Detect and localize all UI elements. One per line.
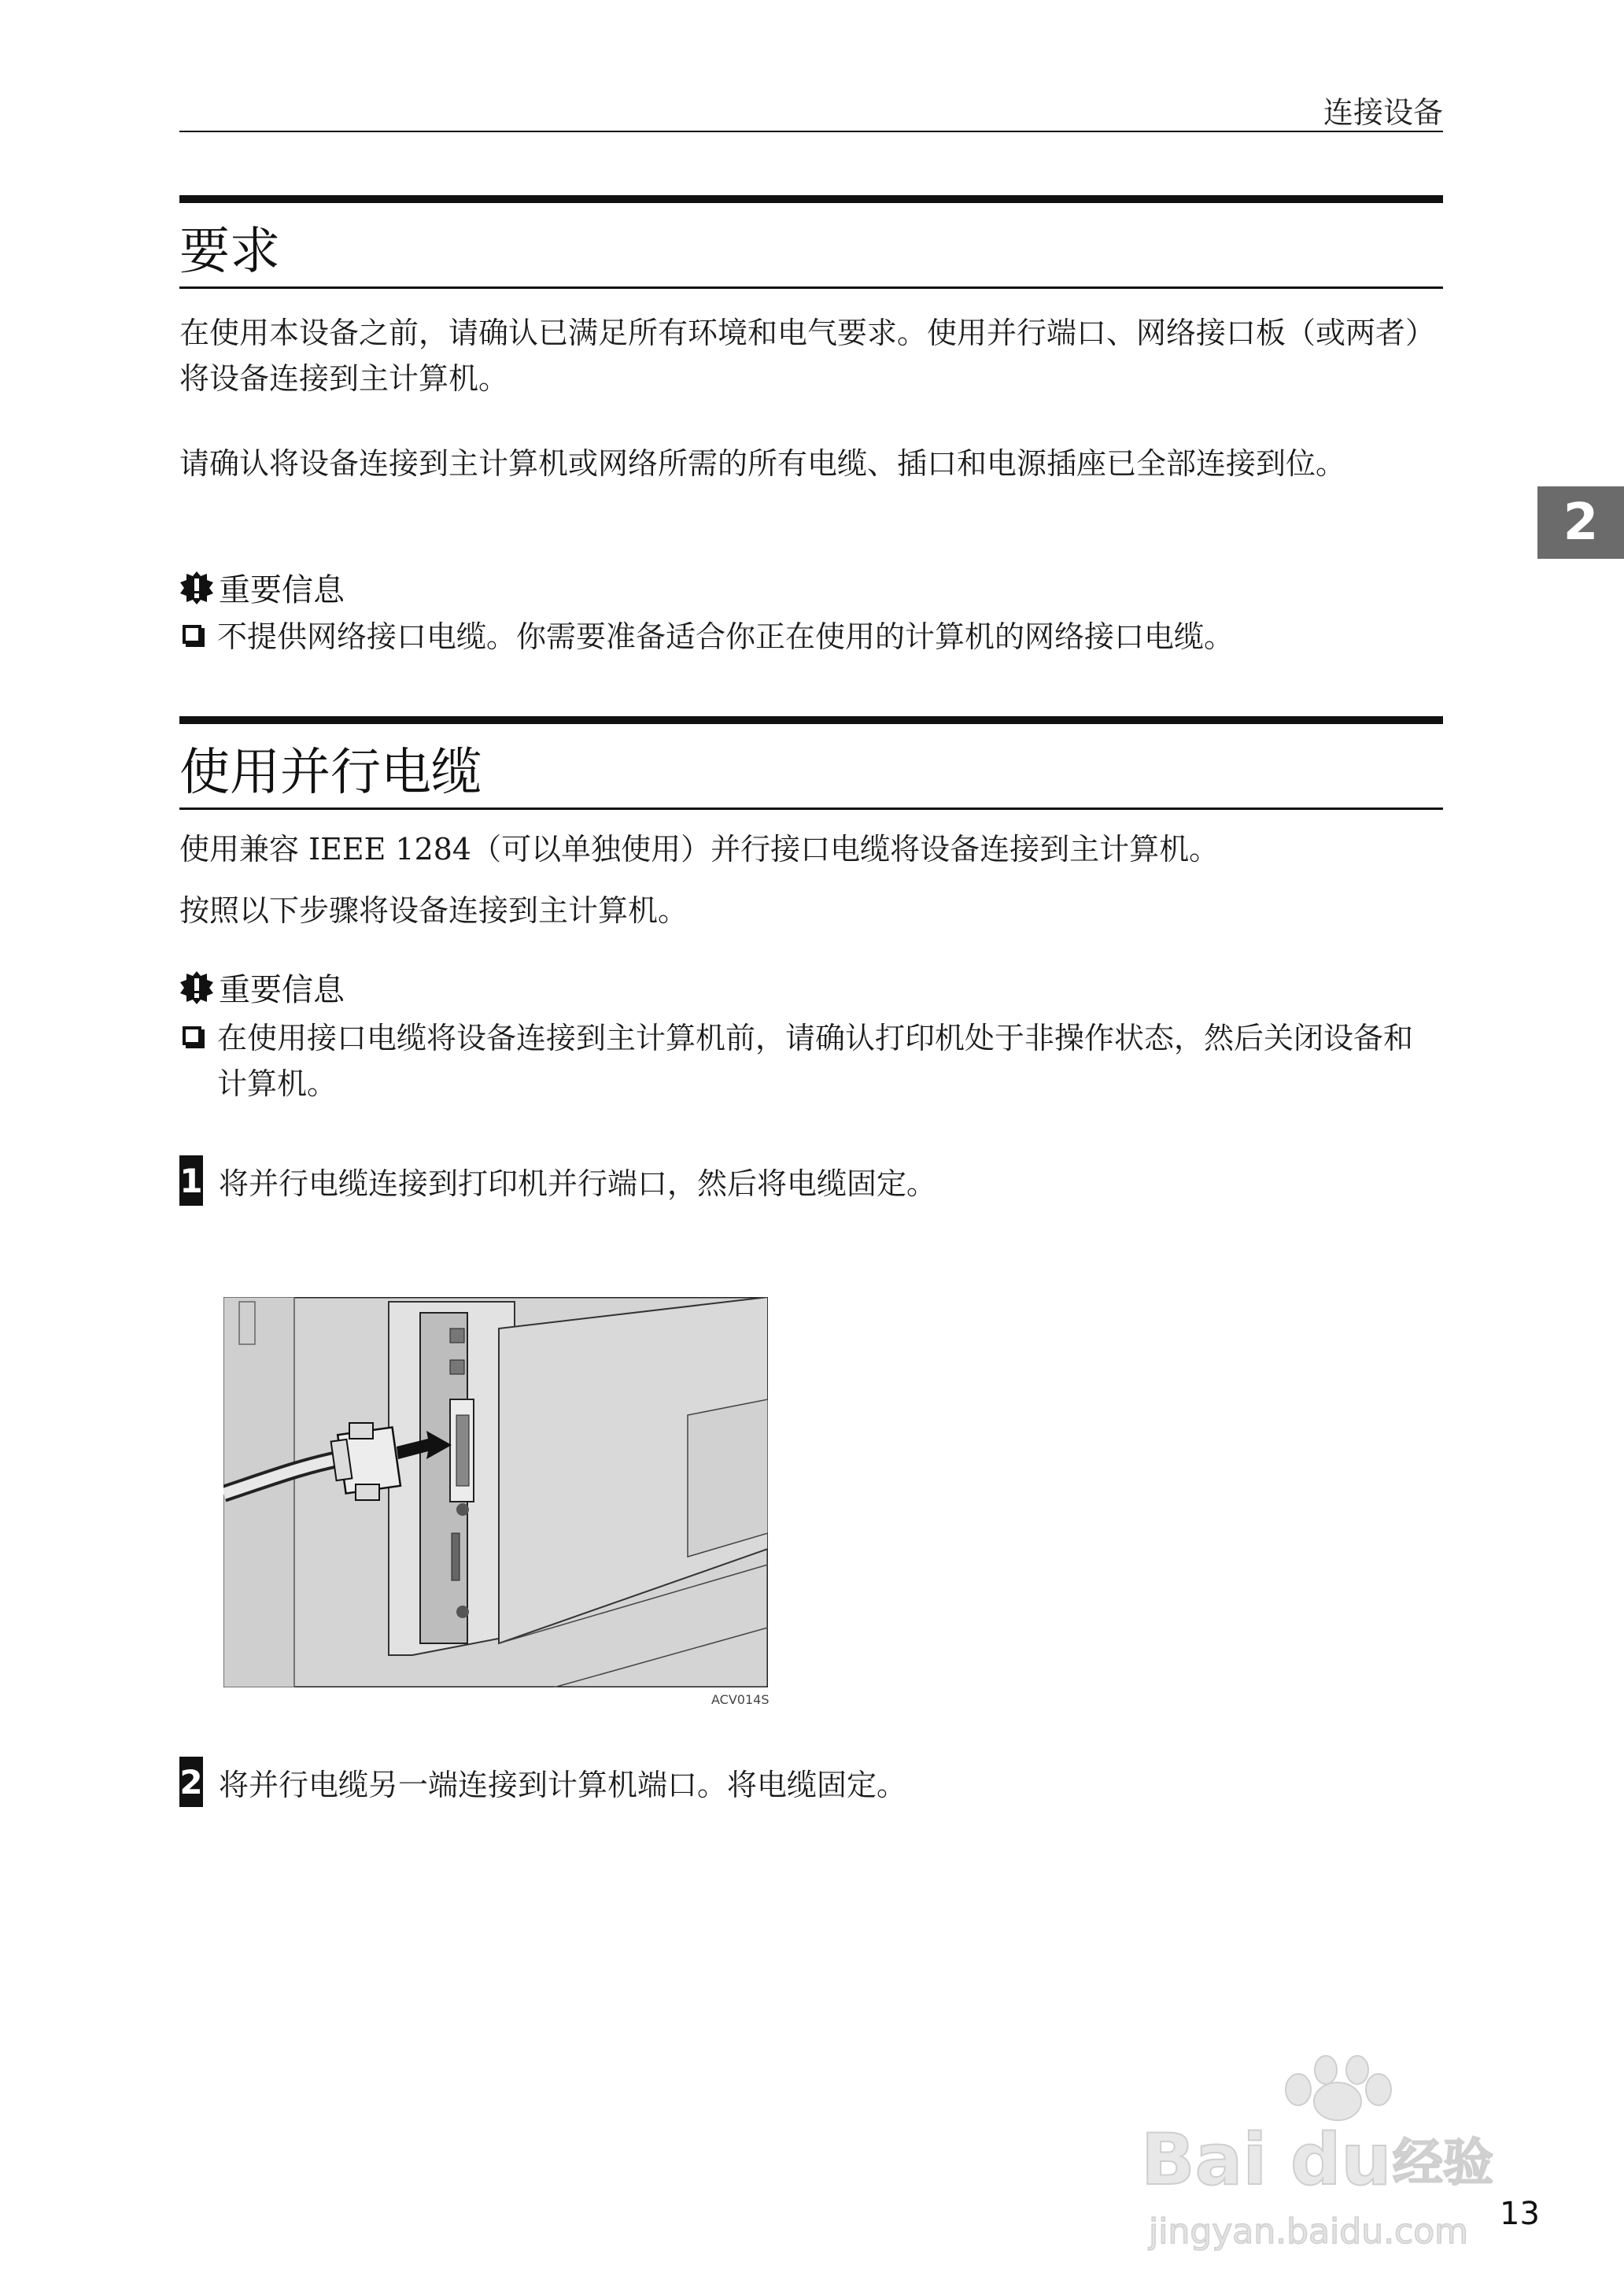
- important-icon: [179, 970, 214, 1005]
- important-label-text: 重要信息: [219, 572, 345, 608]
- running-header: 连接设备: [1323, 95, 1443, 130]
- figure-code: ACV014S: [711, 1692, 770, 1707]
- paragraph: 在使用本设备之前，请确认已满足所有环境和电气要求。使用并行端口、网络接口板（或两者）将设备连接到主计算机。: [179, 316, 1436, 396]
- step-1: [179, 1155, 936, 1206]
- step-number: 2: [179, 1757, 203, 1807]
- paragraph: 按照以下步骤将设备连接到主计算机。: [179, 893, 688, 928]
- section-heading-parallel-cable: 使用并行电缆: [179, 744, 482, 802]
- paragraph: 请确认将设备连接到主计算机或网络所需的所有电缆、插口和电源插座已全部连接到位。: [179, 446, 1346, 481]
- important-item-text: 不提供网络接口电缆。你需要准备适合你正在使用的计算机的网络接口电缆。: [217, 619, 1235, 654]
- header-rule: [179, 131, 1443, 132]
- chapter-tab: 2: [1537, 486, 1624, 559]
- important-icon: [179, 571, 214, 605]
- section-heading-requirements: 要求: [179, 223, 280, 281]
- step-number: 1: [179, 1155, 203, 1206]
- svg-text:经验: 经验: [1393, 2134, 1493, 2193]
- step-2: [179, 1757, 906, 1807]
- svg-text:jingyan.baidu.com: jingyan.baidu.com: [1149, 2212, 1469, 2252]
- svg-text:Bai: Bai: [1141, 2119, 1268, 2201]
- important-item: [179, 1015, 1438, 1107]
- section-bottom-rule: [179, 808, 1443, 810]
- important-item: [179, 614, 1438, 660]
- important-label: [179, 965, 345, 1010]
- checkbox-icon: [183, 625, 201, 644]
- page-number: 13: [1500, 2196, 1540, 2232]
- important-label: [179, 565, 345, 610]
- section-top-rule: [179, 716, 1443, 724]
- printer-parallel-port-illustration: [223, 1297, 768, 1687]
- checkbox-icon: [183, 1026, 201, 1045]
- important-label-text: 重要信息: [219, 972, 345, 1008]
- paragraph: 使用兼容 IEEE 1284（可以单独使用）并行接口电缆将设备连接到主计算机。: [179, 832, 1220, 867]
- baidu-jingyan-watermark: [1133, 2046, 1542, 2282]
- section-bottom-rule: [179, 286, 1443, 289]
- section-top-rule: [179, 195, 1443, 203]
- svg-text:du: du: [1290, 2119, 1392, 2201]
- step-text: 将并行电缆连接到打印机并行端口，然后将电缆固定。: [219, 1166, 937, 1201]
- step-text: 将并行电缆另一端连接到计算机端口。将电缆固定。: [219, 1767, 907, 1802]
- important-item-text: 在使用接口电缆将设备连接到主计算机前，请确认打印机处于非操作状态，然后关闭设备和计算机。: [217, 1021, 1414, 1101]
